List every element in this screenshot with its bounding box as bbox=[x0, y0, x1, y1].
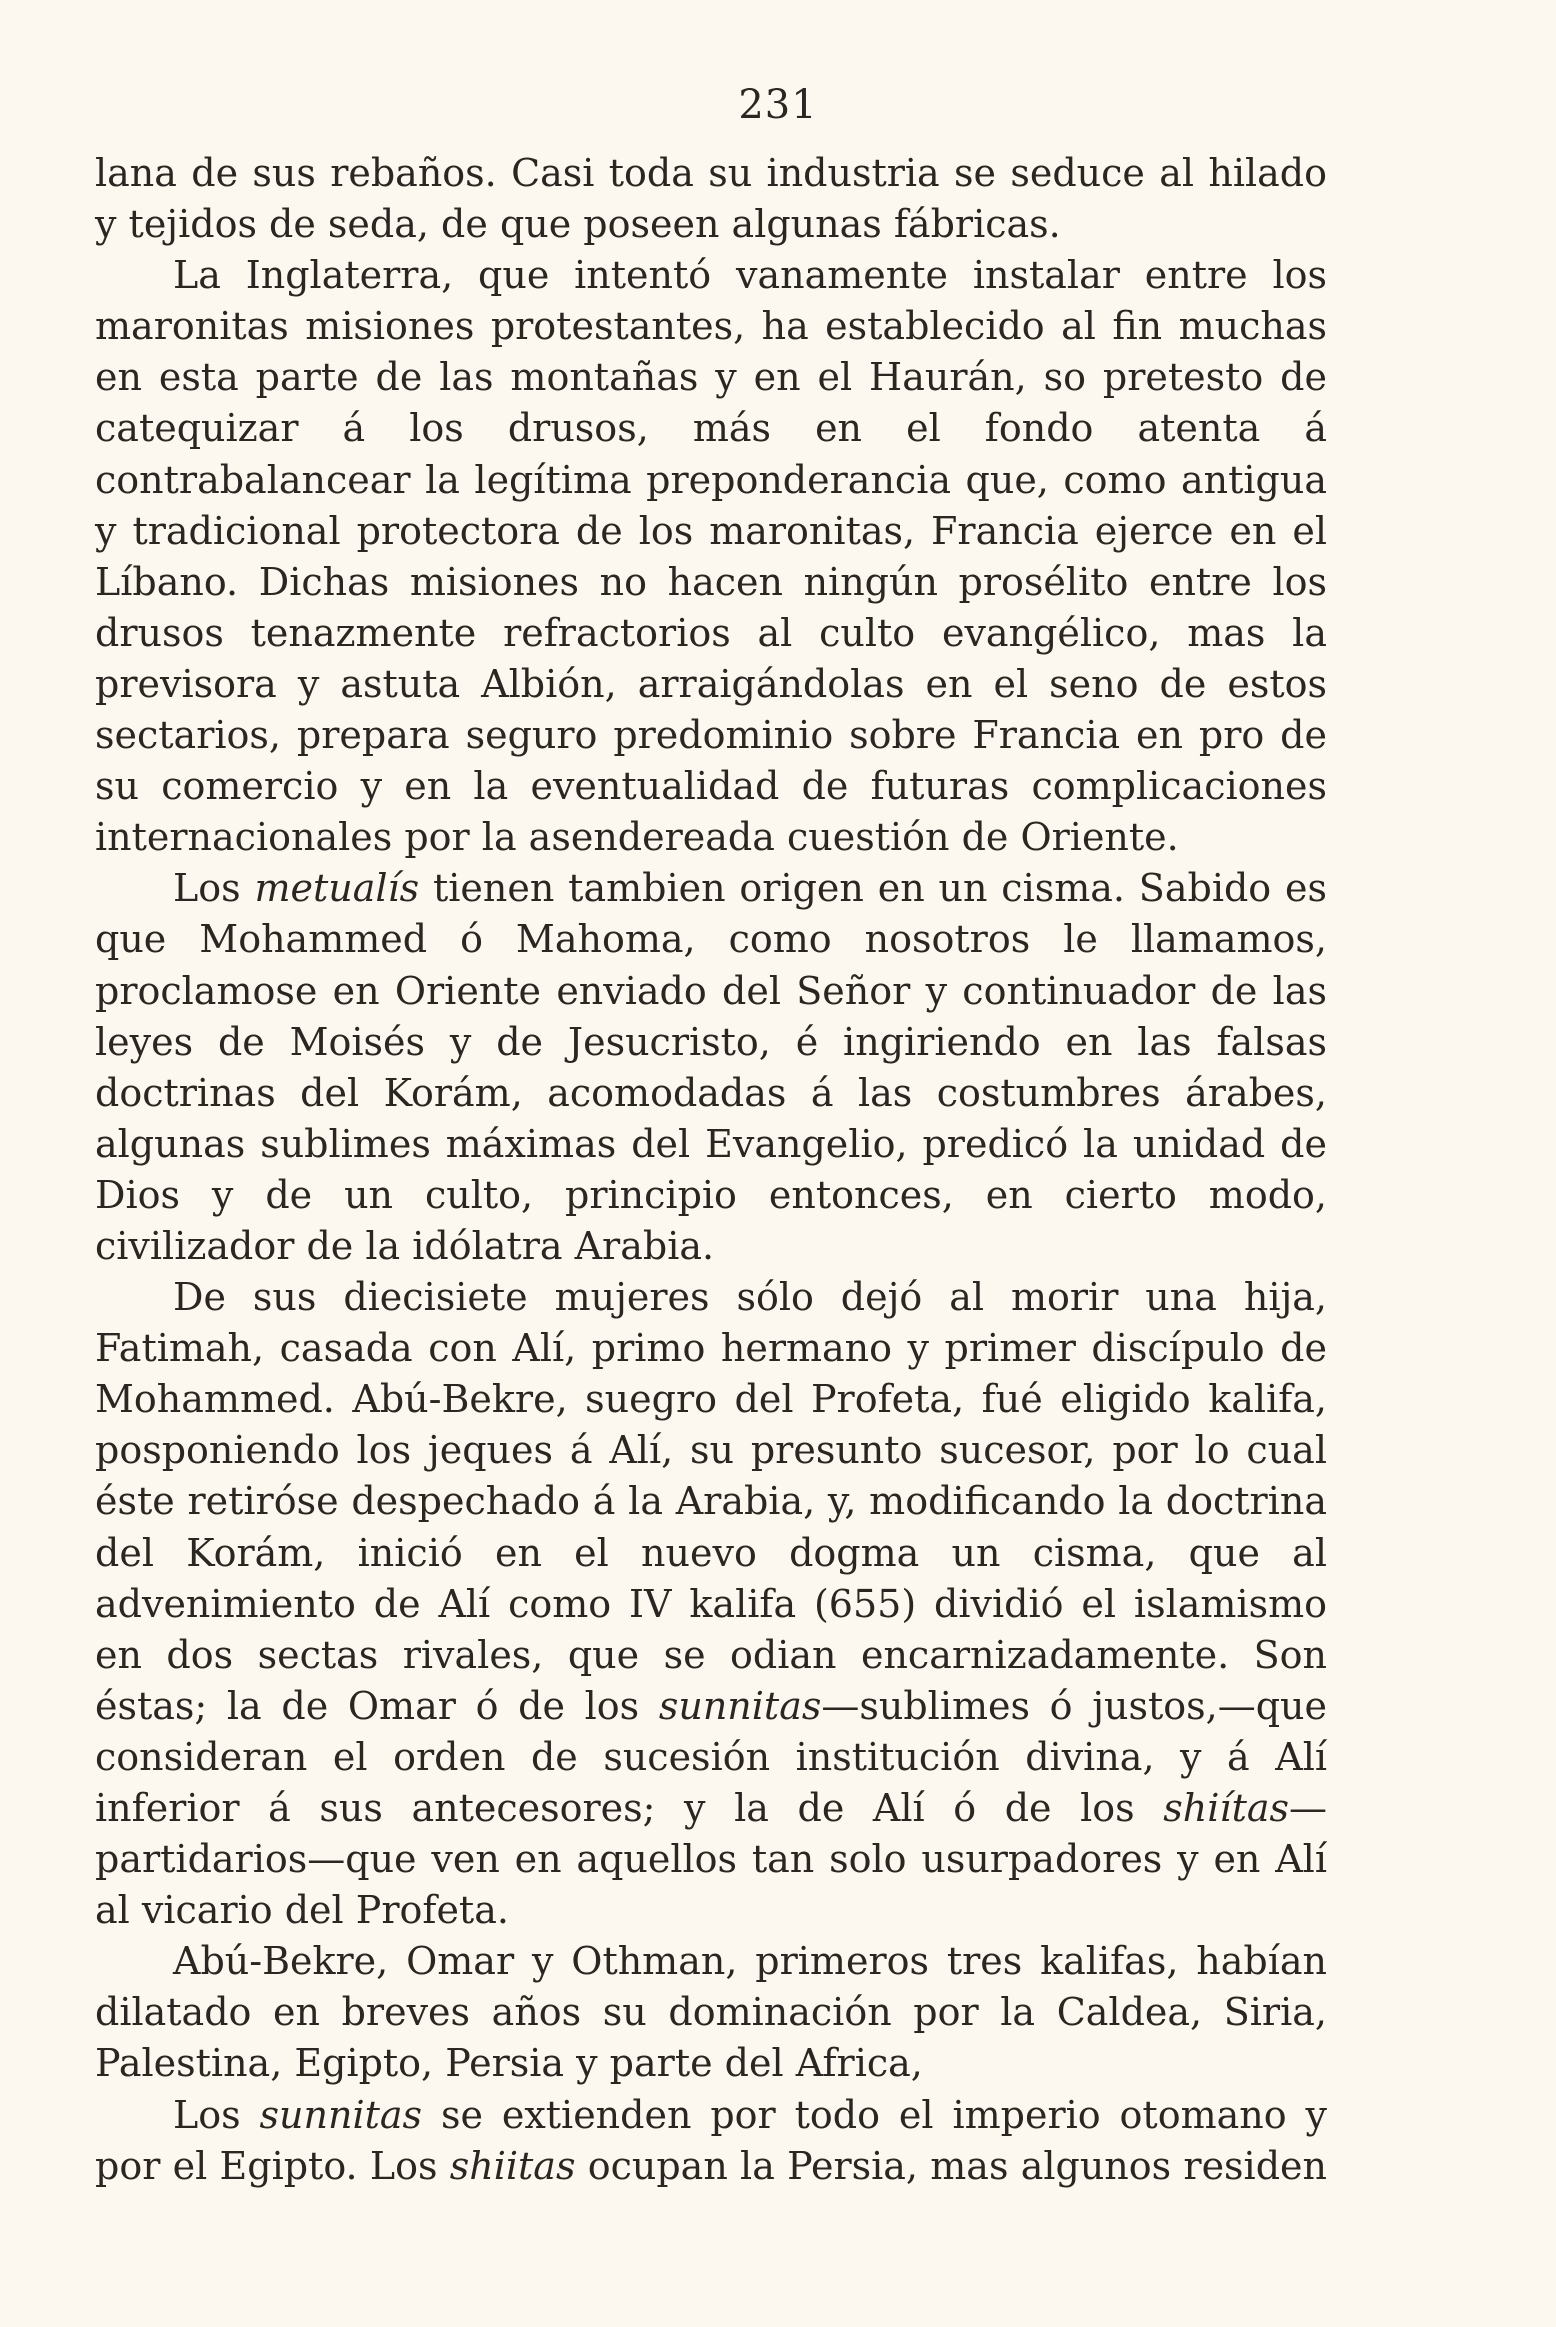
text-run: Los bbox=[173, 2092, 260, 2137]
paragraph bbox=[95, 863, 1327, 1272]
italic-term: metualís bbox=[254, 866, 420, 911]
italic-term: sunnitas bbox=[658, 1683, 822, 1728]
text-run: La Inglaterra, que intentó vanamente instalar entre los maronitas misiones protestantes, ha establecido al fin muchas en esta parte de las montañas y en el Haurán, so pretesto de catequizar á los drusos, más en el fondo atenta á contrabalancear la legítima preponderancia que, como antigua y tradicional protectora de los maronitas, Francia ejerce en el Líbano. Dichas misiones no hacen ningún prosélito entre los drusos tenazmente refractorios al culto evangélico, mas la previsora y astuta Albión, arraigándolas en el seno de estos sectarios, prepara seguro predominio sobre Francia en pro de su comercio y en la eventualidad de futuras complicaciones internacionales por la asendereada cuestión de Oriente. bbox=[95, 253, 1327, 860]
text-run: —sublimes ó justos,—que consideran el orden de sucesión institución divina, y á Alí inferior á sus antecesores; y la de Alí ó de los bbox=[95, 1683, 1328, 1830]
paragraph bbox=[95, 148, 1327, 250]
paragraph bbox=[95, 1272, 1327, 1936]
text-run: Abú-Bekre, Omar y Othman, primeros tres kalifas, habían dilatado en breves años su dominación por la Caldea, Siria, Palestina, Egipto, Persia y parte del Africa, bbox=[95, 1939, 1327, 2086]
text-run: ocupan la Persia, mas algunos residen bbox=[575, 2143, 1327, 2188]
text-run: tienen tambien origen en un cisma. Sabido es que Mohammed ó Mahoma, como nosotros le llamamos, proclamose en Oriente enviado del Señor y continuador de las leyes de Moisés y de Jesucristo, é ingiriendo en las falsas doctrinas del Korám, acomodadas á las costumbres árabes, algunas sublimes máximas del Evangelio, predicó la unidad de Dios y de un culto, principio entonces, en cierto modo, civilizador de la idólatra Arabia. bbox=[95, 866, 1327, 1268]
body-text bbox=[95, 148, 1327, 2192]
text-run: —partidarios—que ven en aquellos tan solo usurpadores y en Alí al vicario del Profeta. bbox=[95, 1786, 1327, 1933]
italic-term: shiítas bbox=[1163, 1786, 1289, 1830]
text-run: Los bbox=[173, 866, 255, 911]
text-run: lana de sus rebaños. Casi toda su industria se seduce al hilado y tejidos de seda, de que poseen algunas fábricas. bbox=[95, 151, 1327, 247]
paragraph bbox=[95, 1936, 1327, 2089]
page-number: 231 bbox=[738, 82, 818, 128]
paragraph bbox=[95, 2090, 1327, 2192]
text-run: De sus diecisiete mujeres sólo dejó al morir una hija, Fatimah, casada con Alí, primo hermano y primer discípulo de Mohammed. Abú-Bekre, suegro del Profeta, fué eligido kalifa, posponiendo los jeques á Alí, su presunto sucesor, por lo cual éste retiróse despechado á la Arabia, y, modificando la doctrina del Korám, inició en el nuevo dogma un cisma, que al advenimiento de Alí como IV kalifa (655) dividió el islamismo en dos sectas rivales, que se odian encarnizadamente. Son éstas; la de Omar ó de los bbox=[95, 1275, 1327, 1728]
italic-term: sunnitas bbox=[259, 2092, 423, 2137]
text-run: se extienden por todo el imperio otomano y por el Egipto. Los bbox=[95, 2092, 1327, 2188]
paragraph bbox=[95, 250, 1327, 863]
italic-term: shiitas bbox=[449, 2143, 576, 2188]
